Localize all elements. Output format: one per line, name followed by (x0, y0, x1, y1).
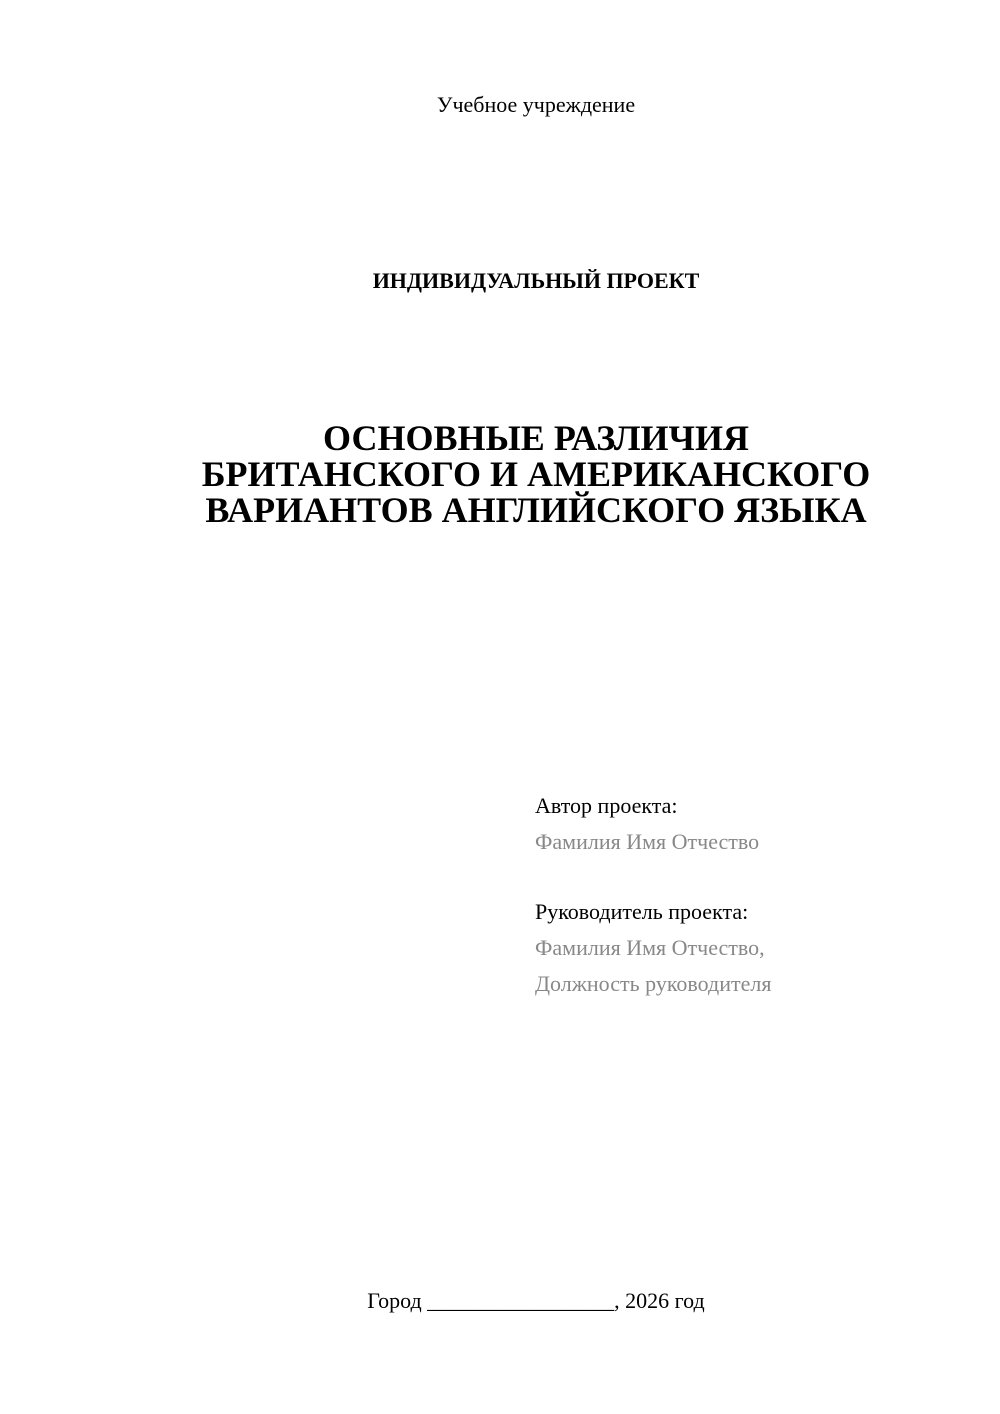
project-title-line-3: ВАРИАНТОВ АНГЛИЙСКОГО ЯЗЫКА (205, 490, 867, 530)
author-name: Фамилия Имя Отчество (535, 829, 760, 854)
project-info-block (535, 788, 771, 1002)
supervisor-label: Руководитель проекта: (535, 899, 749, 924)
institution-name: Учебное учреждение (436, 92, 636, 117)
project-title (0, 420, 1000, 528)
supervisor-position: Должность руководителя (535, 971, 772, 996)
document-type: ИНДИВИДУАЛЬНЫЙ ПРОЕКТ (372, 268, 700, 293)
author-label: Автор проекта: (535, 793, 678, 818)
project-title-line-2: БРИТАНСКОГО И АМЕРИКАНСКОГО (201, 454, 871, 494)
city-year-footer: Город _________________, 2026 год (367, 1288, 705, 1313)
supervisor-name: Фамилия Имя Отчество, (535, 935, 765, 960)
project-title-line-1: ОСНОВНЫЕ РАЗЛИЧИЯ (323, 418, 749, 458)
